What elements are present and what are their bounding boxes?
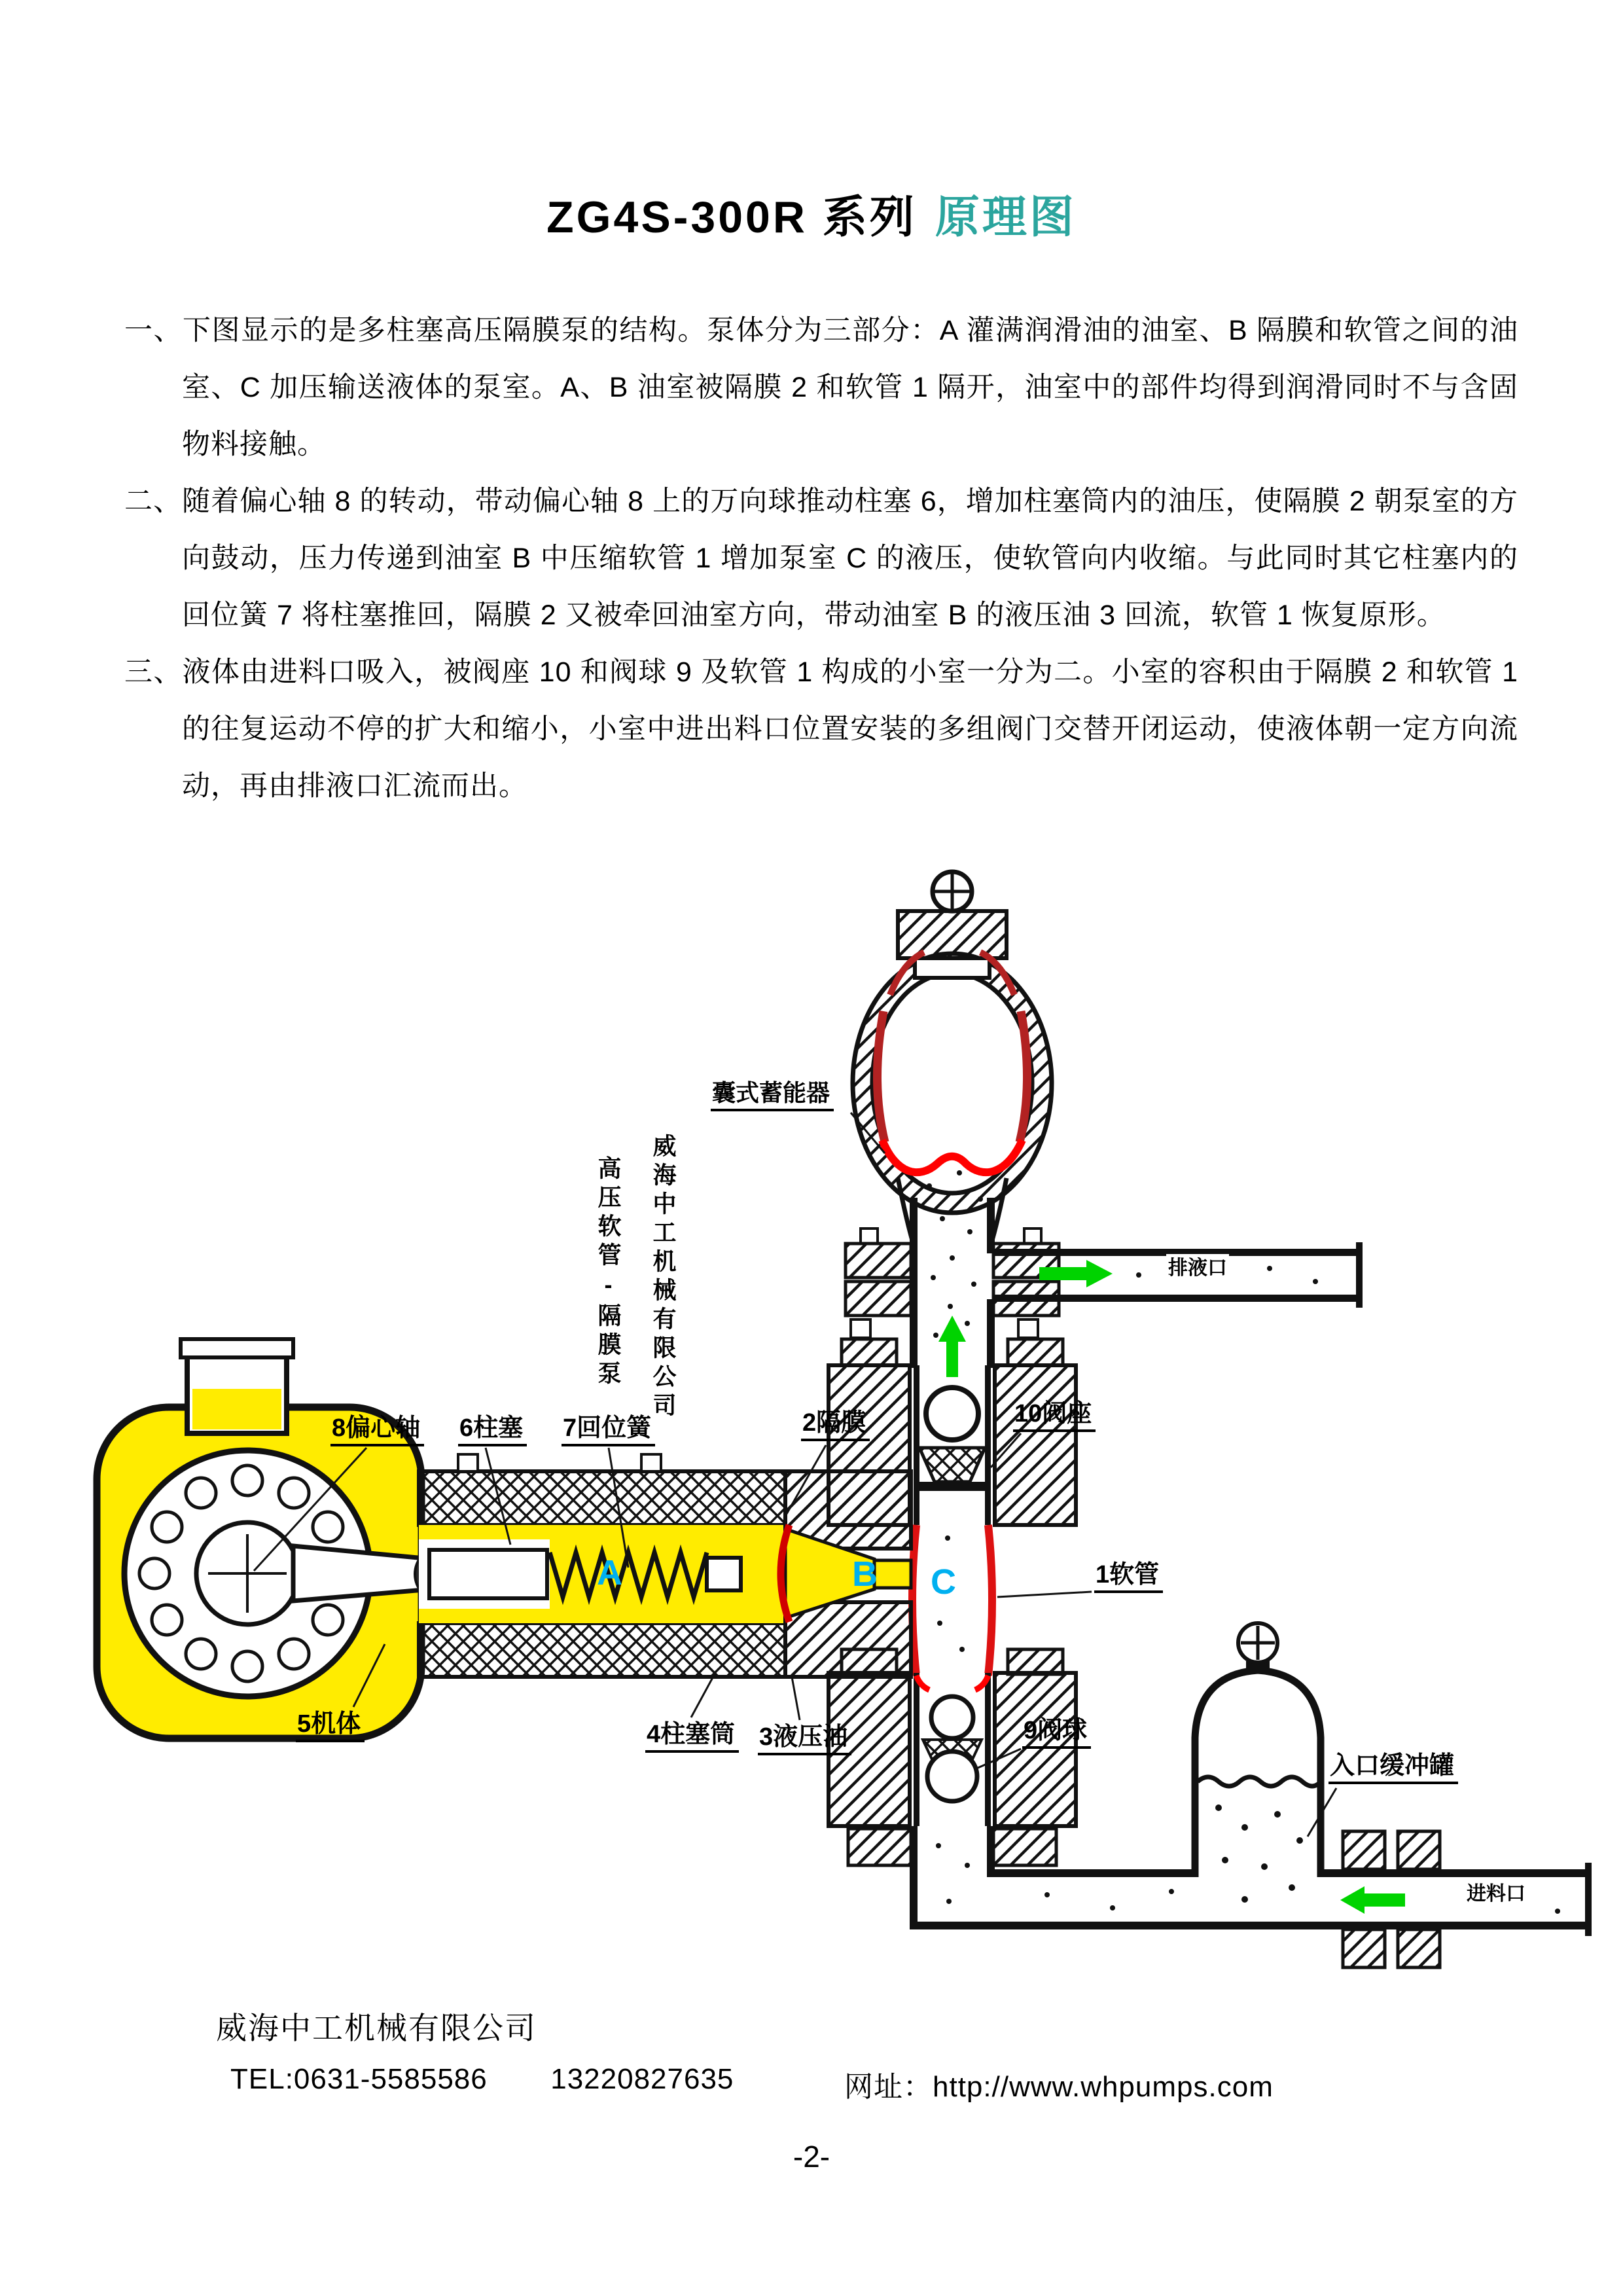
- paragraph-3-text: 液体由进料口吸入，被阀座 10 和阀球 9 及软管 1 构成的小室一分为二。小室的容积由于隔膜 2 和软管 1 的往复运动不停的扩大和缩小，小室中进出料口位置安装的多组阀门交替开闭运动，使液体朝一定方向流动，再由排液口汇流而出。: [182, 656, 1519, 802]
- footer-contacts: [230, 2063, 734, 2096]
- paragraph-3-number: 三、: [124, 656, 183, 688]
- vertical-company-text: 威海中工机械有限公司: [650, 1134, 677, 1422]
- lower-valve-assembly: [829, 1649, 1076, 1865]
- lower-valve-ball: [931, 1696, 973, 1738]
- part-label-8-eccentric-shaft: 8偏心轴: [330, 1414, 424, 1446]
- page-number: -2-: [793, 2140, 830, 2174]
- chamber-letter-b: B: [852, 1554, 878, 1594]
- chamber-letter-c: C: [931, 1562, 956, 1602]
- vertical-product-text: 高压软管-隔膜泵: [595, 1156, 622, 1390]
- footer-website-url: http://www.whpumps.com: [933, 2071, 1274, 2103]
- title-highlight: 原理图: [935, 192, 1077, 242]
- part-label-6-plunger: 6柱塞: [458, 1414, 527, 1446]
- inlet-buffer-tank: [1195, 1623, 1321, 1903]
- footer-website-label: 网址：: [844, 2071, 933, 2103]
- inlet-tank-label: 入口缓冲罐: [1329, 1751, 1458, 1784]
- paragraph-1-number: 一、: [124, 315, 183, 346]
- part-label-10-valve-seat: 10阀座: [1013, 1399, 1096, 1432]
- accumulator-label: 囊式蓄能器: [711, 1079, 834, 1111]
- plunger: [429, 1550, 547, 1598]
- upper-valve-ball: [926, 1388, 978, 1440]
- paragraph-1-text: 下图显示的是多柱塞高压隔膜泵的结构。泵体分为三部分：A 灌满润滑油的油室、B 隔膜和软管之间的油室、C 加压输送液体的泵室。A、B 油室被隔膜 2 和软管 1 隔开，油室中的部件均得到润滑同时不与含固物料接触。: [182, 315, 1518, 460]
- paragraph-2-number: 二、: [124, 486, 183, 517]
- footer-mobile-number: 13220827635: [550, 2063, 734, 2095]
- footer-website: [844, 2063, 1274, 2105]
- part-label-9-valve-ball: 9阀球: [1022, 1716, 1091, 1749]
- paragraph-2-text: 随着偏心轴 8 的转动，带动偏心轴 8 上的万向球推动柱塞 6，增加柱塞筒内的油压，使隔膜 2 朝泵室的方向鼓动，压力传递到油室 B 中压缩软管 1 增加泵室 C 的液压，使软管向内收缩。与此同时其它柱塞内的回位簧 7 将柱塞推回，隔膜 2 又被牵回油室方向，带动油室 B 的液压油 3 回流，软管 1 恢复原形。: [182, 486, 1518, 631]
- title-model: ZG4S-300R 系列: [546, 192, 917, 242]
- part-label-2-diaphragm: 2隔膜: [801, 1408, 870, 1441]
- pump-body: [97, 1339, 911, 1738]
- inlet-port-label: 进料口: [1465, 1880, 1527, 1909]
- part-label-4-plunger-barrel: 4柱塞筒: [645, 1720, 739, 1753]
- footer-tel-number: TEL:0631-5585586: [230, 2063, 488, 2095]
- footer-company: 威海中工机械有限公司: [216, 2011, 537, 2045]
- part-label-3-hydraulic-oil: 3液压油: [758, 1723, 851, 1755]
- chamber-letter-a: A: [597, 1553, 622, 1592]
- discharge-port-label: 排液口: [1166, 1254, 1229, 1283]
- part-label-1-hose: 1软管: [1094, 1560, 1163, 1593]
- oil-cup: [181, 1339, 293, 1433]
- part-label-7-return-spring: 7回位簧: [562, 1414, 655, 1446]
- inlet-flow-arrow: [1340, 1886, 1405, 1914]
- part-label-5-body: 5机体: [296, 1710, 365, 1742]
